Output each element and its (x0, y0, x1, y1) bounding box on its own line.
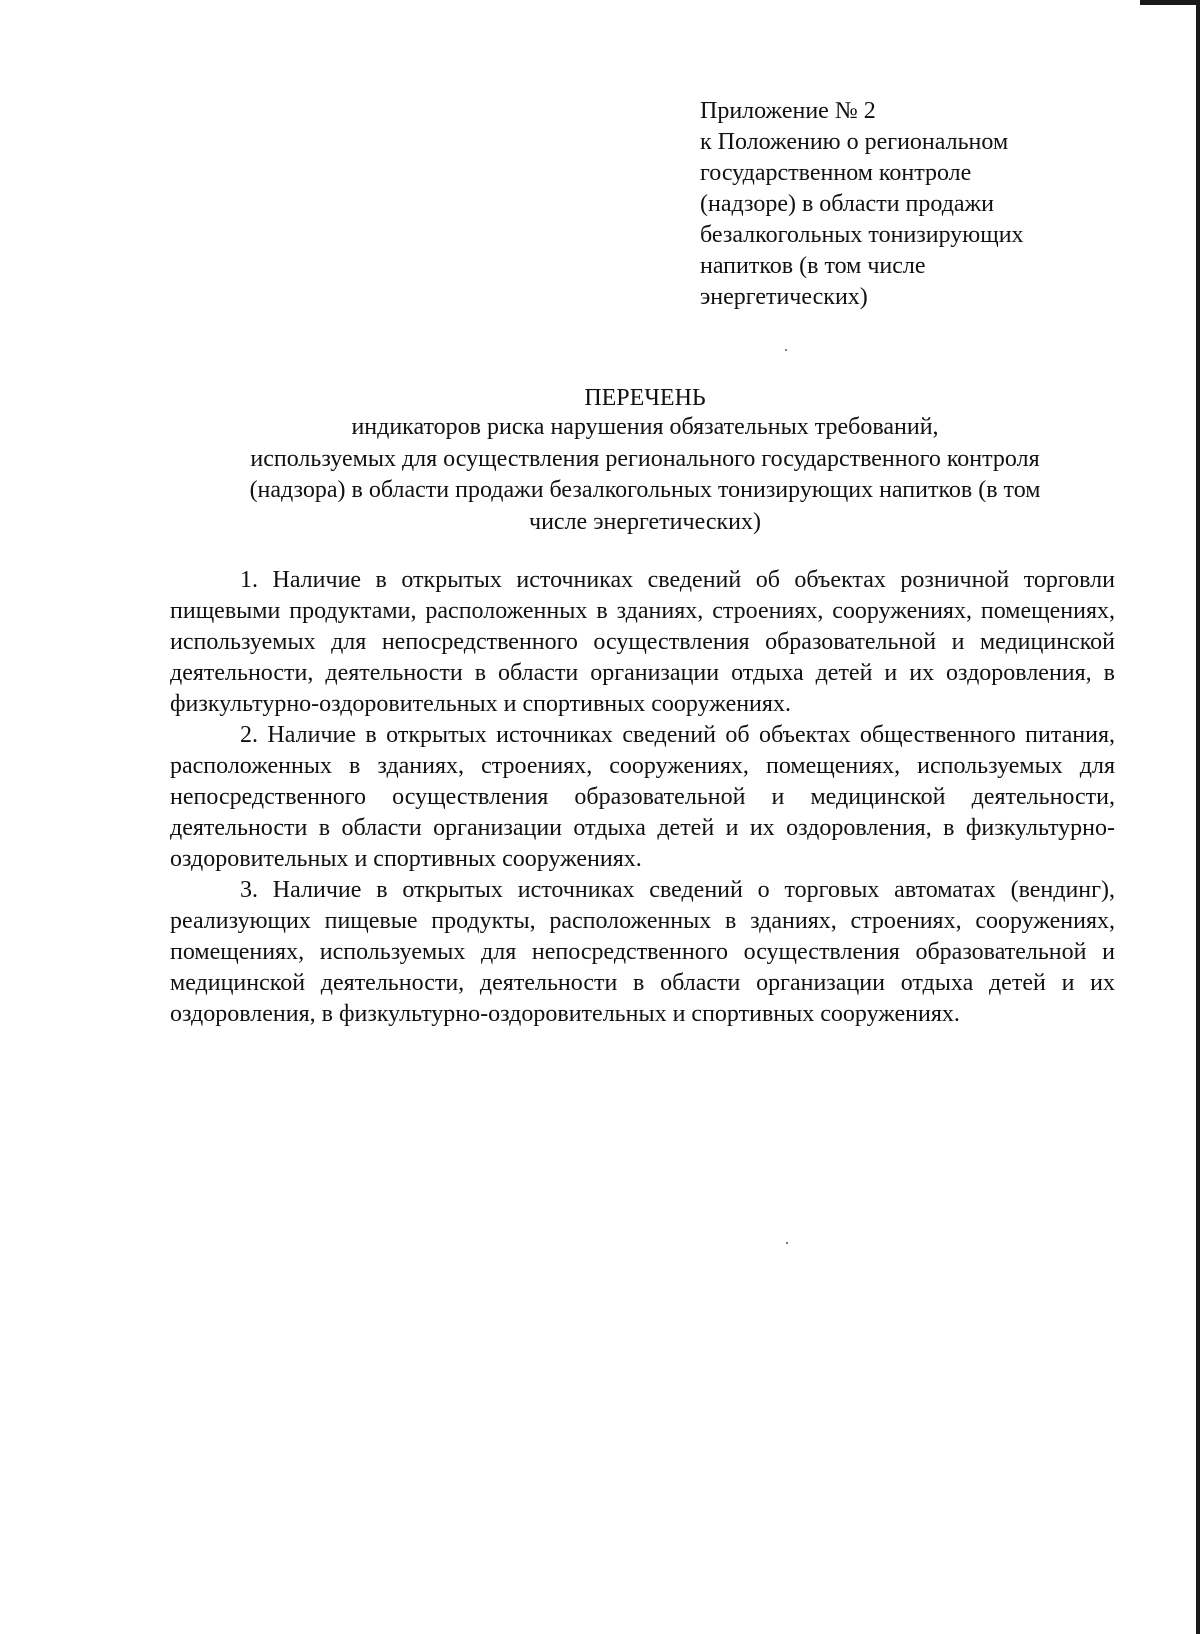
appendix-line: к Положению о региональном (700, 129, 1009, 155)
appendix-line: энергетических) (700, 284, 868, 310)
subtitle-line: используемых для осуществления регионального государственного контроля (250, 445, 1040, 472)
appendix-line: (надзоре) в области продажи (700, 191, 994, 217)
document-subtitle (150, 412, 1140, 538)
document-title: ПЕРЕЧЕНЬ (584, 385, 706, 411)
indicator-item-2: 2. Наличие в открытых источниках сведений об объектах общественного питания, расположенных в зданиях, строениях, сооружениях, помещениях, используемых для непосредственного осуществления образовательной и медицинской деятельности, деятельности в области организации отдыха детей и их оздоровления, в физкультурно-оздоровительных и спортивных сооружениях. (170, 722, 1115, 872)
scan-edge-top (1140, 0, 1200, 5)
indicator-list (170, 565, 1115, 1030)
scan-speck (785, 349, 787, 351)
appendix-line: Приложение № 2 (700, 98, 876, 124)
indicator-item-3: 3. Наличие в открытых источниках сведений о торговых автоматах (вендинг), реализующих пищевые продукты, расположенных в зданиях, строениях, сооружениях, помещениях, используемых для непосредственного осуществления образовательной и медицинской деятельности, деятельности в области организации отдыха детей и их оздоровления, в физкультурно-оздоровительных и спортивных сооружениях. (170, 877, 1115, 1027)
appendix-line: напитков (в том числе (700, 253, 926, 279)
appendix-line: государственном контроле (700, 160, 972, 186)
scan-edge-right (1196, 0, 1200, 1634)
scan-speck (786, 1242, 788, 1244)
indicator-item-1: 1. Наличие в открытых источниках сведений об объектах розничной торговли пищевыми продуктами, расположенных в зданиях, строениях, сооружениях, помещениях, используемых для непосредственного осуществления образовательной и медицинской деятельности, деятельности в области организации отдыха детей и их оздоровления, в физкультурно-оздоровительных и спортивных сооружениях. (170, 567, 1115, 717)
subtitle-line: (надзора) в области продажи безалкогольных тонизирующих напитков (в том (249, 477, 1041, 503)
appendix-line: безалкогольных тонизирующих (700, 222, 1024, 248)
subtitle-line: числе энергетических) (529, 508, 761, 535)
subtitle-line: индикаторов риска нарушения обязательных требований, (351, 414, 939, 440)
appendix-block (700, 96, 1120, 313)
